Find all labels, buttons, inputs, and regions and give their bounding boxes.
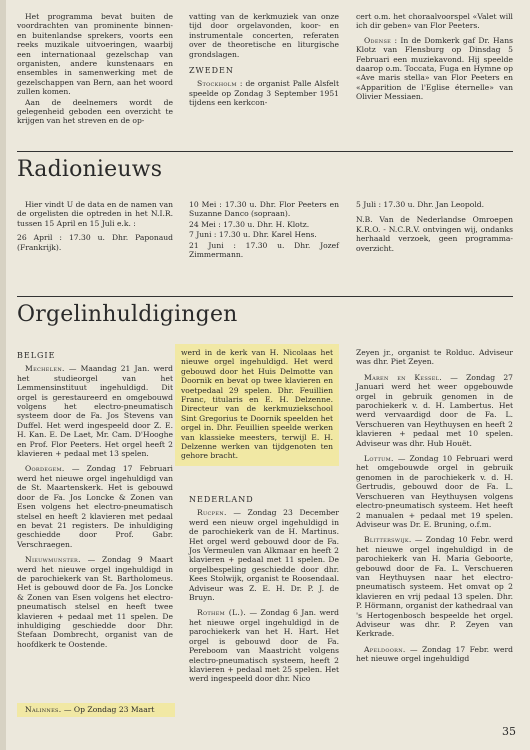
highlighted-paragraph-box bbox=[175, 344, 339, 466]
paragraph: Apeldoorn. — Zondag 17 Febr. werd het nieuwe orgel ingehuldigd bbox=[356, 644, 513, 664]
radio-entry: 7 Juni : 17.30 u. Dhr. Karel Hens. bbox=[189, 230, 317, 240]
radio-entry: 24 Mei : 17.30 u. Dhr. H. Klotz. bbox=[189, 219, 310, 229]
highlighted-paragraph-start bbox=[17, 703, 175, 717]
page-number: 35 bbox=[502, 725, 516, 738]
radio-entry: 26 April : 17.30 u. Dhr. Paponaud (Frankrijk). bbox=[17, 233, 173, 252]
paragraph: Rucpen. — Zondag 23 December werd een nieuw orgel ingehuldigd in de parochiekerk van de H. Martinus. Het orgel werd gebouwd door de Fa. Jos Vermeulen van Alkmaar en heeft 2 klavieren + pedaal met 11 spelen. De orgelbespeling geschiedde door dhr. Kees Stolwijk, organist te Roosendaal. Adviseur was Z. E. H. Dr. P. J. de Bruyn. bbox=[189, 508, 339, 603]
paragraph: Oordegem. — Zondag 17 Februari werd het nieuwe orgel ingehuldigd van de St. Maartenskerk. Het is gebouwd door de Fa. Jos Loncke & Zonen van Esen volgens het electro-pneumatisch stelsel en heeft 2 klavieren met pedaal en bevat 21 registers. De inhuldiging geschiedde door Prof. Gabr. Verschraegen. bbox=[17, 464, 173, 549]
paragraph: Hier vindt U de data en de namen van de orgelisten die optreden in het N.I.R. tussen 15 April en 15 Juli e.k. : bbox=[17, 200, 173, 228]
radio-column-1 bbox=[17, 200, 173, 253]
paragraph: Nalinnes. — Op Zondag 23 Maart bbox=[25, 705, 155, 714]
paragraph: Blitterswijk. — Zondag 10 Febr. werd het nieuwe orgel ingehuldigd in de parochiekerk van H. Maria Geboorte, gebouwd door de Fa. L. Verschueren van Heythuysen naar het electro-pneumatisch systeem. Het omvat op 2 klavieren en vrij pedaal 13 spelen. Dhr. P. Hörmann, organist der kathedraal van 's Hertogenbosch bespeelde het orgel. Adviseur was dhr. P. Zeyen van Kerkrade. bbox=[356, 535, 513, 639]
radio-entry: 21 Juni : 17.30 u. Dhr. Jozef Zimmermann. bbox=[189, 240, 339, 260]
top-column-1 bbox=[17, 12, 173, 127]
section-rule bbox=[17, 151, 513, 152]
radio-entry: 5 Juli : 17.30 u. Dhr. Jan Leopold. bbox=[356, 200, 485, 209]
section-heading-zweden: ZWEDEN bbox=[189, 66, 234, 76]
section-rule bbox=[17, 296, 513, 297]
radio-column-2 bbox=[189, 200, 339, 260]
radio-entry: 10 Mei : 17.30 u. Dhr. Flor Peeters en Suzanne Danco (sopraan). bbox=[189, 200, 339, 219]
paragraph: Mechelen. — Maandag 21 Jan. werd het studieorgel van het Lemmensinstituut ingehuldigd. Dit orgel is gerestaureerd en omgebouwd volgens het electro-pneumatisch systeem door de Fa. Jos Stevens van Duffel. Het werd ingespeeld door Z. E. H. Kan. E. De Laet, Mr. Cam. D'Hooghe en Prof. Flor Peeters. Het orgel heeft 2 klavieren + pedaal met 13 spelen. bbox=[17, 364, 173, 459]
orgel-column-2 bbox=[189, 492, 339, 685]
top-column-2 bbox=[189, 12, 339, 109]
section-title-radionieuws: Radionieuws bbox=[17, 157, 163, 182]
paragraph: Zeyen jr., organist te Rolduc. Adviseur was dhr. Piet Zeyen. bbox=[356, 348, 513, 367]
paragraph: Odense : In de Domkerk gaf Dr. Hans Klotz van Flensburg op Dinsdag 5 Februari een muziekavond. Hij speelde daarop o.m. Toccata, Fuga en Hymne op «Ave maris stella» van Flor Peeters en «Apparition de l'Eglise éternelle» van Olivier Messiaen. bbox=[356, 35, 513, 102]
section-heading-nederland: NEDERLAND bbox=[189, 495, 254, 504]
section-heading-belgie: BELGIE bbox=[17, 351, 56, 360]
paragraph: werd in de kerk van H. Nicolaas het nieuwe orgel ingehuldigd. Het werd gebouwd door het Huis Delmotte van Doornik en bevat op twee klavieren en voetpedaal 29 spelen. Dhr. Feuillien Franc, titularis en E. H. Delzenne. Directeur van de kerkmuziekschool Sint Gregorius te Doornik speelden het orgel in. Dhr. Feuillien speelde werken van klassieke meesters, terwijl E. H. Delzenne werken van tijdgenoten ten gehore bracht. bbox=[181, 348, 333, 461]
paragraph: Maren en Kessel. — Zondag 27 Januari werd het weer opgebouwde orgel in gebruik genomen in de parochiekerk v. d. H. Lambertus. Het werd vervaardigd door de Fa. L. Verschueren van Heythuysen en heeft 2 klavieren + pedaal met 10 spelen. Adviseur was dhr. Hub Houët. bbox=[356, 372, 513, 448]
orgel-column-3 bbox=[356, 348, 513, 665]
radio-column-3 bbox=[356, 200, 513, 254]
binding-edge bbox=[0, 0, 6, 750]
section-title-orgelinhuldigingen: Orgelinhuldigingen bbox=[17, 302, 238, 327]
paragraph: Lottum. — Zondag 10 Februari werd het omgebouwde orgel in gebruik genomen in de parochiekerk v. d. H. Gertrudis, gebouwd door de Fa. L. Verschueren van Heythuysen volgens electro-pneumatisch systeem. Het heeft 2 manualen + pedaal met 19 spelen. Adviseur was Dr. E. Bruning, o.f.m. bbox=[356, 454, 514, 529]
orgel-column-1 bbox=[17, 348, 173, 650]
paragraph: Stockholm : de organist Palle Alsfelt speelde op Zondag 3 September 1951 tijdens een kerkcon- bbox=[189, 79, 339, 108]
paragraph: cert o.m. het choraalvoorspel «Valet will ich dir geben» van Flor Peeters. bbox=[356, 12, 513, 31]
paragraph: Nieuwmunster. — Zondag 9 Maart werd het nieuwe orgel ingehuldigd in de parochiekerk van St. Bartholomeus. Het is gebouwd door de Fa. Jos Loncke & Zonen van Esen volgens het electro-pneumatisch stelsel en heeft twee klavieren + pedaal met 11 spelen. De inhuldiging geschiedde door Dhr. Stefaan Dombrecht, organist van de hoofdkerk te Oostende. bbox=[17, 555, 173, 649]
paragraph: vatting van de kerkmuziek van onze tijd door orgelavonden, koor- en instrumentale concerten, referaten over de theoretische en liturgische grondslagen. bbox=[189, 12, 339, 59]
paragraph: Rothem (L.). — Zondag 6 Jan. werd het nieuwe orgel ingehuldigd in de parochiekerk van het H. Hart. Het orgel is gebouwd door de Fa. Pereboom van Maastricht volgens electro-pneumatisch systeem, heeft 2 klavieren + pedaal met 25 spelen. Het werd ingespeeld door dhr. Nico bbox=[189, 608, 339, 684]
paragraph: Het programma bevat buiten de voordrachten van prominente binnen- en buitenlandse sprekers, voorts een reeks muzikale uitvoeringen, waarbij een internationaal gezelschap van organisten, andere kunstenaars en ensembles in samenwerking met de gezelschappen van Bern, aan het woord zullen komen. bbox=[17, 12, 173, 97]
paragraph: N.B. Van de Nederlandse Omroepen K.R.O. - N.C.R.V. ontvingen wij, ondanks herhaald verzoek, geen programma-overzicht. bbox=[356, 215, 513, 253]
top-column-3 bbox=[356, 12, 513, 103]
paragraph: Aan de deelnemers wordt de gelegenheid geboden een overzicht te krijgen van het streven en de op- bbox=[17, 97, 173, 126]
